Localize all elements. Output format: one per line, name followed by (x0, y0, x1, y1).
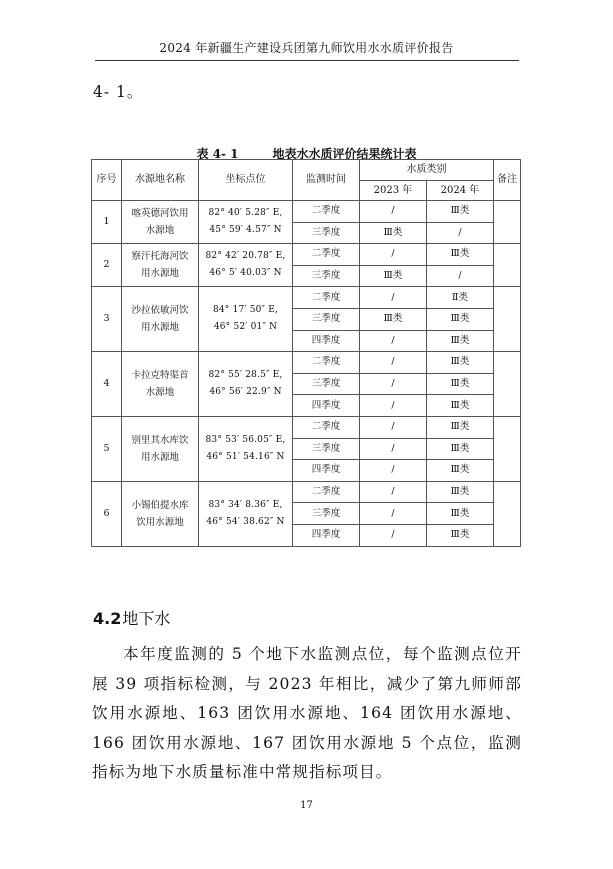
cell-time: 二季度 (293, 244, 360, 266)
source-line-1: 喀英德河饮用 (131, 208, 189, 220)
cell-2024: / (427, 265, 494, 287)
cell-source (122, 481, 199, 546)
source-line-1: 察汗托海河饮 (131, 251, 189, 263)
cell-2023: / (360, 352, 427, 374)
cell-no: 3 (92, 287, 122, 352)
table-row (92, 481, 521, 503)
cell-source (122, 244, 199, 287)
cell-coordinate (199, 416, 293, 481)
section-heading (93, 606, 170, 629)
water-quality-table (91, 159, 521, 547)
cell-2023: / (360, 460, 427, 482)
cell-source (122, 201, 199, 244)
source-line-1: 别里其水库饮 (131, 434, 189, 446)
cell-2024: Ⅲ类 (427, 330, 494, 352)
cell-time: 三季度 (293, 308, 360, 330)
cell-2023: / (360, 287, 427, 309)
cell-note (494, 244, 521, 287)
cell-2023: / (360, 524, 427, 546)
header-category: 水质类别 (360, 160, 494, 181)
section-title: 地下水 (122, 609, 171, 628)
cell-2024: Ⅲ类 (427, 308, 494, 330)
header-2024: 2024 年 (427, 181, 494, 201)
cell-2024: Ⅲ类 (427, 244, 494, 266)
table-header-row (92, 160, 521, 181)
cell-2023: / (360, 373, 427, 395)
cell-2024: Ⅱ类 (427, 287, 494, 309)
cell-2024: Ⅲ类 (427, 524, 494, 546)
source-line-1: 卡拉克特渠首 (131, 370, 189, 382)
header-no: 序号 (92, 160, 122, 201)
cell-no: 5 (92, 416, 122, 481)
cell-2023: / (360, 416, 427, 438)
cell-time: 二季度 (293, 481, 360, 503)
source-line-2: 用水源地 (140, 322, 179, 334)
coordinate-line-1: 82° 42′ 20.78″ E, (205, 251, 286, 262)
cell-note (494, 201, 521, 244)
cell-coordinate (199, 244, 293, 287)
cell-coordinate (199, 287, 293, 352)
cell-2024: Ⅲ类 (427, 438, 494, 460)
cell-no: 4 (92, 352, 122, 417)
coordinate-line-2: 46° 51′ 54.16″ N (206, 451, 285, 462)
coordinate-line-2: 45° 59′ 4.57″ N (209, 225, 282, 236)
cell-time: 三季度 (293, 265, 360, 287)
cell-2024: Ⅲ类 (427, 481, 494, 503)
coordinate-line-1: 83° 34′ 8.36″ E, (208, 499, 283, 510)
table-body (92, 201, 521, 547)
cell-time: 四季度 (293, 460, 360, 482)
coordinate-line-2: 46° 52′ 01″ N (213, 322, 278, 333)
source-line-1: 沙拉依敏河饮 (131, 305, 189, 317)
page-number: 17 (300, 800, 313, 811)
cell-time: 三季度 (293, 438, 360, 460)
cell-2023: / (360, 395, 427, 417)
cell-coordinate (199, 201, 293, 244)
coordinate-line-2: 46° 54′ 38.62″ N (206, 516, 285, 527)
cell-time: 四季度 (293, 330, 360, 352)
cell-time: 二季度 (293, 352, 360, 374)
cell-time: 三季度 (293, 222, 360, 244)
cell-2024: Ⅲ类 (427, 503, 494, 525)
cell-no: 1 (92, 201, 122, 244)
cell-2023: / (360, 201, 427, 223)
cell-2024: Ⅲ类 (427, 395, 494, 417)
cell-2024: / (427, 222, 494, 244)
cell-time: 四季度 (293, 395, 360, 417)
cell-note (494, 352, 521, 417)
cell-note (494, 481, 521, 546)
source-line-2: 水源地 (145, 225, 175, 237)
table-number: 表 4- 1 (196, 147, 239, 161)
cell-coordinate (199, 481, 293, 546)
cell-note (494, 416, 521, 481)
cell-2023: / (360, 330, 427, 352)
table-row (92, 352, 521, 374)
cell-time: 三季度 (293, 373, 360, 395)
cell-source (122, 416, 199, 481)
cell-time: 二季度 (293, 201, 360, 223)
cell-2023: Ⅲ类 (360, 265, 427, 287)
cell-2024: Ⅲ类 (427, 416, 494, 438)
source-line-2: 饮用水源地 (136, 516, 184, 528)
header-time: 监测时间 (293, 160, 360, 201)
cell-2023: Ⅲ类 (360, 222, 427, 244)
cell-no: 6 (92, 481, 122, 546)
coordinate-line-1: 83° 53′ 56.05″ E, (205, 434, 286, 445)
cell-source (122, 287, 199, 352)
source-line-2: 用水源地 (140, 451, 179, 463)
header-rule (95, 60, 519, 61)
cell-time: 三季度 (293, 503, 360, 525)
header-2023: 2023 年 (360, 181, 427, 201)
cell-time: 二季度 (293, 416, 360, 438)
cell-2024: Ⅲ类 (427, 373, 494, 395)
header-source: 水源地名称 (122, 160, 199, 201)
source-line-2: 用水源地 (140, 268, 179, 280)
table-title: 地表水水质评价结果统计表 (272, 147, 417, 161)
header-coord: 坐标点位 (199, 160, 293, 201)
section-number: 4.2 (93, 609, 122, 628)
cell-2024: Ⅲ类 (427, 201, 494, 223)
coordinate-line-1: 82° 55′ 28.5″ E, (208, 370, 283, 381)
running-header: 2024 年新疆生产建设兵团第九师饮用水水质评价报告 (159, 41, 454, 55)
coordinate-line-2: 46° 5′ 40.03″ N (209, 268, 282, 279)
table-row (92, 201, 521, 223)
table-row (92, 416, 521, 438)
coordinate-line-1: 84° 17′ 50″ E, (212, 305, 279, 316)
cell-no: 2 (92, 244, 122, 287)
source-line-1: 小锡伯提水库 (131, 499, 189, 511)
cell-2023: / (360, 503, 427, 525)
cell-time: 四季度 (293, 524, 360, 546)
cell-2023: / (360, 438, 427, 460)
cell-time: 二季度 (293, 287, 360, 309)
source-line-2: 水源地 (145, 387, 175, 399)
table-row (92, 244, 521, 266)
cell-2023: / (360, 481, 427, 503)
cell-2024: Ⅲ类 (427, 352, 494, 374)
body-paragraph: 本年度监测的 5 个地下水监测点位，每个监测点位开展 39 项指标检测，与 2023 年相比，减少了第九师师部饮用水源地、163 团饮用水源地、164 团饮用水源地、166 团饮用水源地、167 团饮用水源地 5 个点位，监测指标为地下水质量标准中常规指标项目。 (92, 645, 522, 781)
cell-2023: Ⅲ类 (360, 308, 427, 330)
header-note: 备注 (494, 160, 521, 201)
previous-section-tail: 4- 1。 (93, 83, 144, 101)
cell-coordinate (199, 352, 293, 417)
coordinate-line-2: 46° 56′ 22.9″ N (209, 387, 282, 398)
cell-note (494, 287, 521, 352)
cell-source (122, 352, 199, 417)
cell-2023: / (360, 244, 427, 266)
table-row (92, 287, 521, 309)
cell-2024: Ⅲ类 (427, 460, 494, 482)
coordinate-line-1: 82° 40′ 5.28″ E, (208, 208, 283, 219)
